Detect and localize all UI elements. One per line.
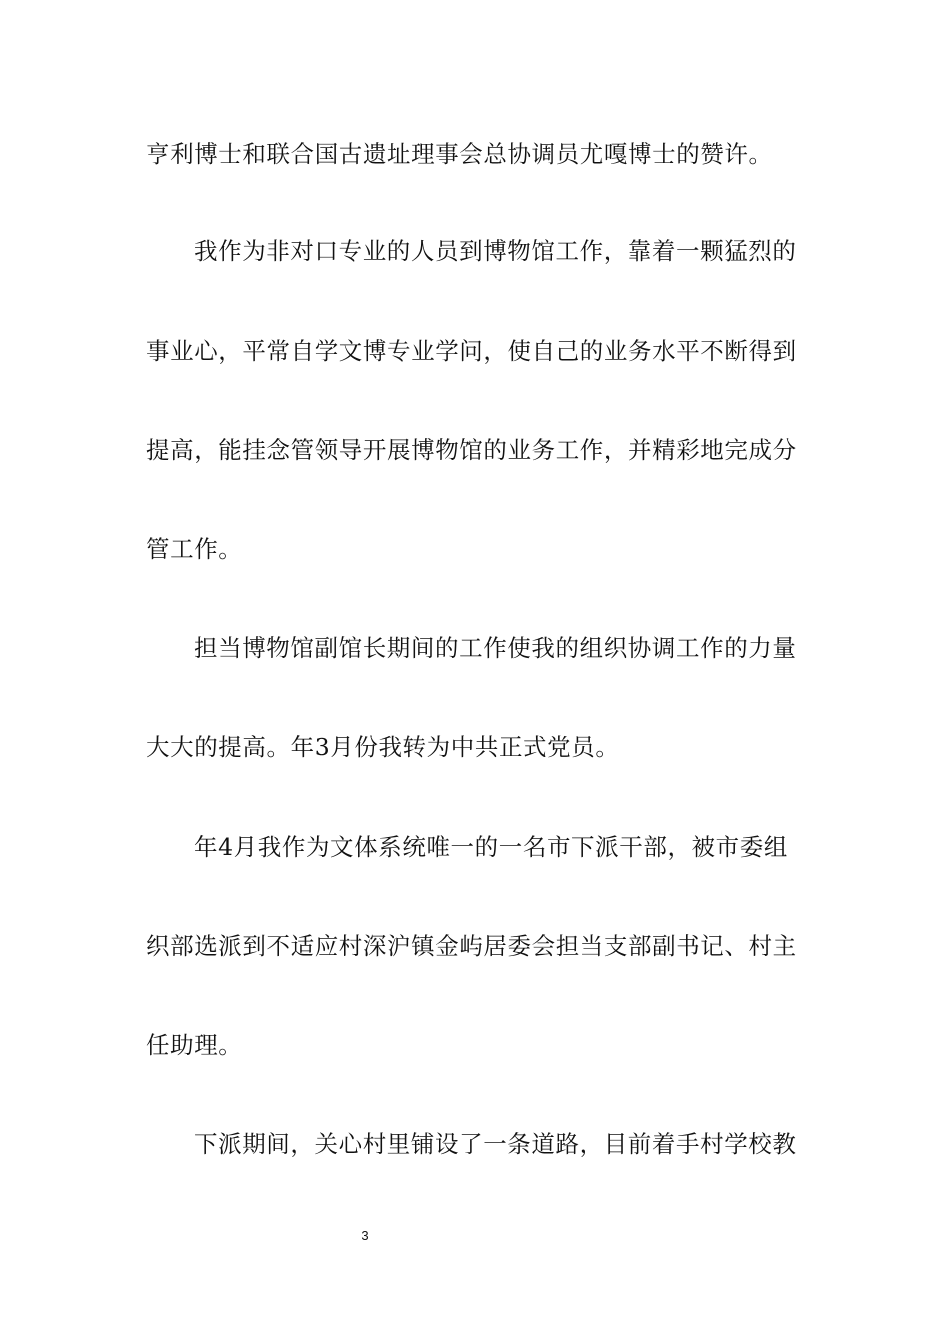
paragraph-first-line: 担当博物馆副馆长期间的工作使我的组织协调工作的力量 xyxy=(194,634,797,662)
text-line: 事业心，平常自学文博专业学问，使自己的业务水平不断得到 xyxy=(146,337,797,365)
text-line: 提高，能挂念管领导开展博物馆的业务工作，并精彩地完成分 xyxy=(146,436,797,464)
text-line: 任助理。 xyxy=(146,1031,243,1059)
text-line: 亨利博士和联合国古遗址理事会总协调员尤嘎博士的赞许。 xyxy=(146,140,773,168)
paragraph-first-line: 年4月我作为文体系统唯一的一名市下派干部，被市委组 xyxy=(194,833,788,861)
text-line: 大大的提高。年3月份我转为中共正式党员。 xyxy=(146,733,620,761)
page-number: 3 xyxy=(361,1228,369,1243)
text-line: 织部选派到不适应村深沪镇金屿居委会担当支部副书记、村主 xyxy=(146,932,797,960)
text-line: 管工作。 xyxy=(146,535,243,563)
paragraph-first-line: 下派期间，关心村里铺设了一条道路，目前着手村学校教 xyxy=(194,1130,797,1158)
paragraph-first-line: 我作为非对口专业的人员到博物馆工作，靠着一颗猛烈的 xyxy=(194,237,797,265)
